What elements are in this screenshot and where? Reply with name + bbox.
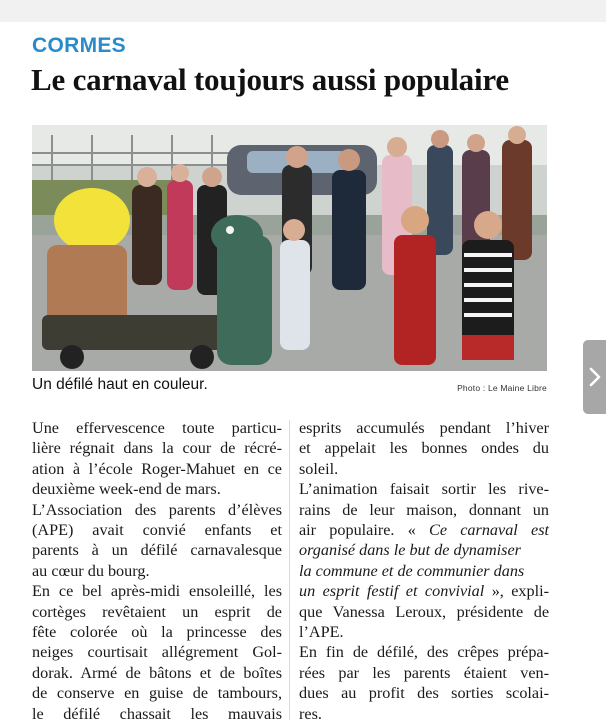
paragraph (299, 418, 549, 479)
text-line: L’animation faisait sortir les rive- (299, 480, 549, 499)
text-line: Une effervescence toute particu- (32, 419, 282, 437)
text-line: cortèges revêtaient un esprit de (32, 602, 282, 621)
text-line: dorak. Armé de bâtons et de boîtes (32, 663, 282, 682)
paragraph (32, 581, 282, 724)
section-label: CORMES (32, 34, 126, 57)
text-line: lière régnait dans la cour de récré- (32, 439, 282, 458)
text-line: le défilé chassait les mauvais (32, 704, 282, 723)
text-line (299, 520, 549, 540)
paragraph (299, 479, 549, 642)
text-fragment: air populaire. « (299, 521, 430, 540)
text-line: deuxième week-end de mars. (32, 480, 221, 499)
headline: Le carnaval toujours aussi populaire (31, 62, 509, 97)
article-column-right (299, 418, 549, 724)
text-line: L’Association des parents d’élèves (32, 500, 282, 519)
text-line: dues au profit des sorties scolai- (299, 684, 549, 703)
quote-fragment: Ce carnaval est (429, 521, 549, 540)
article-photo (32, 125, 547, 371)
paragraph (299, 642, 549, 724)
text-line: que Vanessa Leroux, présidente de (299, 602, 549, 621)
text-line: En fin de défilé, des crêpes prépa- (299, 643, 549, 662)
text-line: parents à un défilé carnavalesque (32, 541, 282, 560)
photo-caption: Un défilé haut en couleur. (32, 376, 208, 393)
text-line (299, 581, 549, 601)
text-line: esprits accumulés pendant l’hiver (299, 419, 549, 437)
chevron-right-icon (588, 367, 602, 387)
text-line: au cœur du bourg. (32, 561, 150, 580)
carnival-photo-illustration (32, 125, 547, 371)
text-line: soleil. (299, 459, 339, 478)
text-line: rains de leur maison, donnant un (299, 500, 549, 519)
text-line: fête colorée où la princesse des (32, 623, 282, 642)
top-bar (0, 0, 606, 22)
text-line: rées par les parents étaient ven- (299, 663, 549, 682)
text-line: (APE) avait convié enfants et (32, 521, 282, 540)
paragraph (32, 418, 282, 581)
text-line: res. (299, 704, 322, 723)
column-divider (289, 420, 290, 720)
text-fragment: », expli- (491, 582, 550, 601)
quote-fragment: un esprit festif et convivial (299, 582, 485, 601)
text-line: de conserve en guise de tambours, (32, 684, 282, 703)
text-line: neiges courtisait allégrement Gol- (32, 643, 282, 662)
text-line: et appelait les bonnes ondes du (299, 439, 549, 458)
next-page-button[interactable] (583, 340, 606, 414)
article-column-left (32, 418, 282, 724)
photo-credit: Photo : Le Maine Libre (457, 383, 547, 393)
quote-line: la commune et de communier dans (299, 561, 525, 580)
text-line: ation à l’école Roger-Mahuet en ce (32, 459, 282, 478)
text-line: l’APE. (299, 623, 344, 642)
quote-line: organisé dans le but de dynamiser (299, 541, 521, 560)
text-line: En ce bel après-midi ensoleillé, les (32, 582, 282, 601)
